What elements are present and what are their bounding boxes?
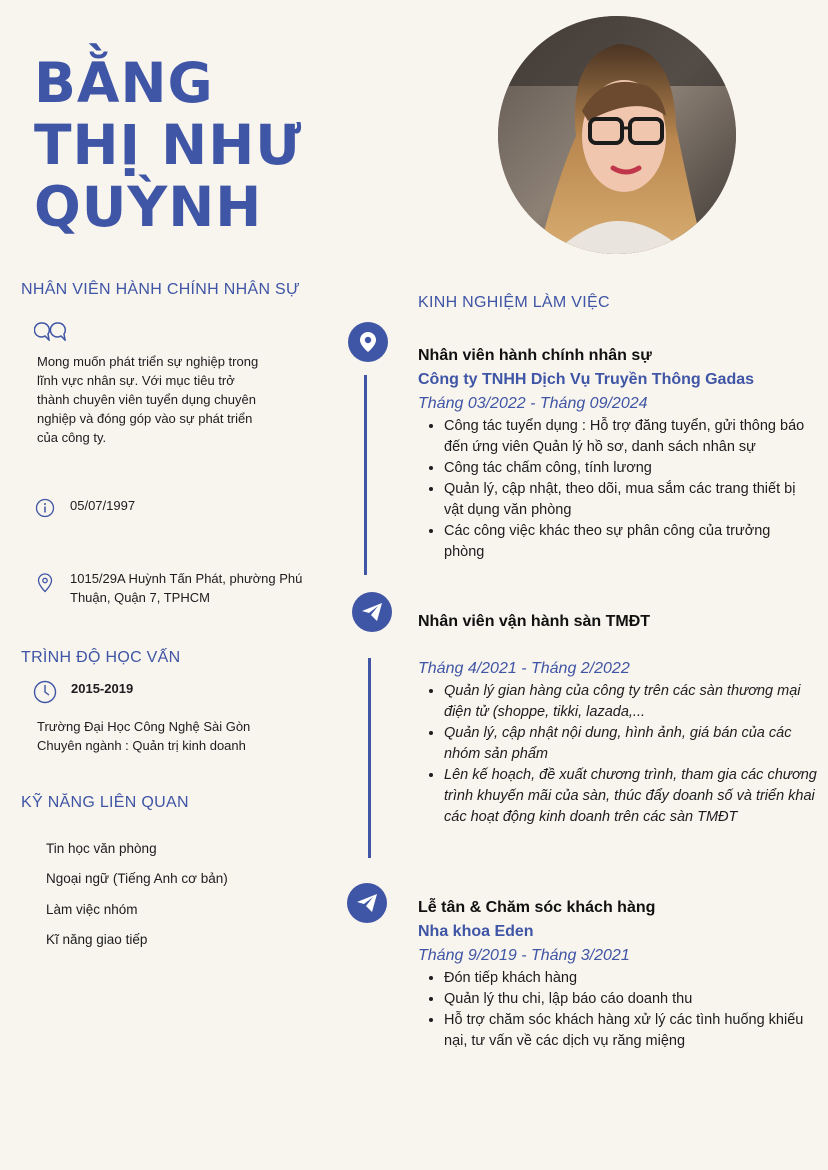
education-heading: TRÌNH ĐỘ HỌC VẤN: [21, 649, 181, 666]
job-duties: [418, 681, 828, 828]
address: 1015/29A Huỳnh Tấn Phát, phường Phú Thuận, Quận 7, TPHCM: [70, 571, 303, 605]
education-school: Trường Đại Học Công Nghệ Sài Gòn: [37, 719, 251, 734]
timeline-line: [368, 658, 371, 858]
name-line-2: THỊ NHƯ: [34, 113, 303, 177]
skill-item: Kĩ năng giao tiếp: [46, 932, 148, 947]
job-title: Nhân viên vận hành sàn TMĐT: [418, 613, 651, 630]
duty-item: • Đón tiếp khách hàng: [444, 968, 814, 989]
profile-photo-illustration: [498, 16, 736, 254]
location-pin-icon: [37, 573, 53, 597]
experience-heading: KINH NGHIỆM LÀM VIỆC: [418, 294, 610, 311]
job-company: Nha khoa Eden: [418, 923, 534, 940]
paper-plane-icon: [347, 883, 387, 923]
job-title: Nhân viên hành chính nhân sự: [418, 347, 652, 364]
job-title-heading: NHÂN VIÊN HÀNH CHÍNH NHÂN SỰ: [21, 281, 300, 298]
duty-item: • Công tác chấm công, tính lương: [444, 458, 806, 479]
info-icon: [35, 498, 55, 522]
education-major: Chuyên ngành : Quản trị kinh doanh: [37, 738, 246, 753]
profile-photo: [498, 16, 736, 254]
education-years: 2015-2019: [71, 681, 134, 696]
skill-item: Ngoại ngữ (Tiếng Anh cơ bản): [46, 871, 228, 886]
skill-item: Tin học văn phòng: [46, 841, 157, 856]
skill-item: Làm việc nhóm: [46, 902, 138, 917]
duty-item: • Hỗ trợ chăm sóc khách hàng xử lý các tình huống khiếu nại, tư vấn về các dịch vụ răng miệng: [444, 1010, 814, 1052]
duty-item: • Quản lý, cập nhật nội dung, hình ảnh, giá bán của các nhóm sản phẩm: [444, 723, 828, 765]
name-line-1: BẰNG: [34, 51, 214, 115]
paper-plane-icon: [352, 592, 392, 632]
career-objective: Mong muốn phát triển sự nghiệp trong lĩnh vực nhân sự. Với mục tiêu trở thành chuyên viên tuyển dụng chuyên nghiệp và đóng góp vào sự phát triển của công ty.: [37, 354, 259, 445]
job-company: Công ty TNHH Dịch Vụ Truyền Thông Gadas: [418, 371, 755, 388]
job-period: Tháng 9/2019 - Tháng 3/2021: [418, 947, 630, 964]
job-title: Lễ tân & Chăm sóc khách hàng: [418, 899, 656, 916]
duty-item: • Quản lý gian hàng của công ty trên các sàn thương mại điện tử (shoppe, tikki, lazada,...: [444, 681, 828, 723]
skills-heading: KỸ NĂNG LIÊN QUAN: [21, 794, 189, 811]
duty-item: • Công tác tuyển dụng : Hỗ trợ đăng tuyển, gửi thông báo đến ứng viên Quản lý hồ sơ, danh sách nhân sự: [444, 416, 806, 458]
duty-item: • Lên kế hoạch, đề xuất chương trình, tham gia các chương trình khuyến mãi của sàn, thúc đẩy doanh số và triển khai các hoạt động kinh doanh trên các sàn TMĐT: [444, 765, 828, 828]
job-duties: [418, 968, 814, 1052]
birthdate: 05/07/1997: [70, 498, 136, 513]
candidate-name: [34, 52, 374, 238]
duty-item: • Các công việc khác theo sự phân công của trưởng phòng: [444, 521, 806, 563]
clock-icon: [33, 680, 57, 708]
job-duties: [418, 416, 806, 563]
duty-item: • Quản lý, cập nhật, theo dõi, mua sắm các trang thiết bị vật dụng văn phòng: [444, 479, 806, 521]
duty-item: • Quản lý thu chi, lập báo cáo doanh thu: [444, 989, 814, 1010]
job-period: Tháng 4/2021 - Tháng 2/2022: [418, 660, 630, 677]
job-period: Tháng 03/2022 - Tháng 09/2024: [418, 395, 648, 412]
quote-icon: [34, 321, 68, 345]
timeline-line: [364, 375, 367, 575]
name-line-3: QUỲNH: [34, 175, 263, 239]
timeline-pin-icon: [348, 322, 388, 362]
